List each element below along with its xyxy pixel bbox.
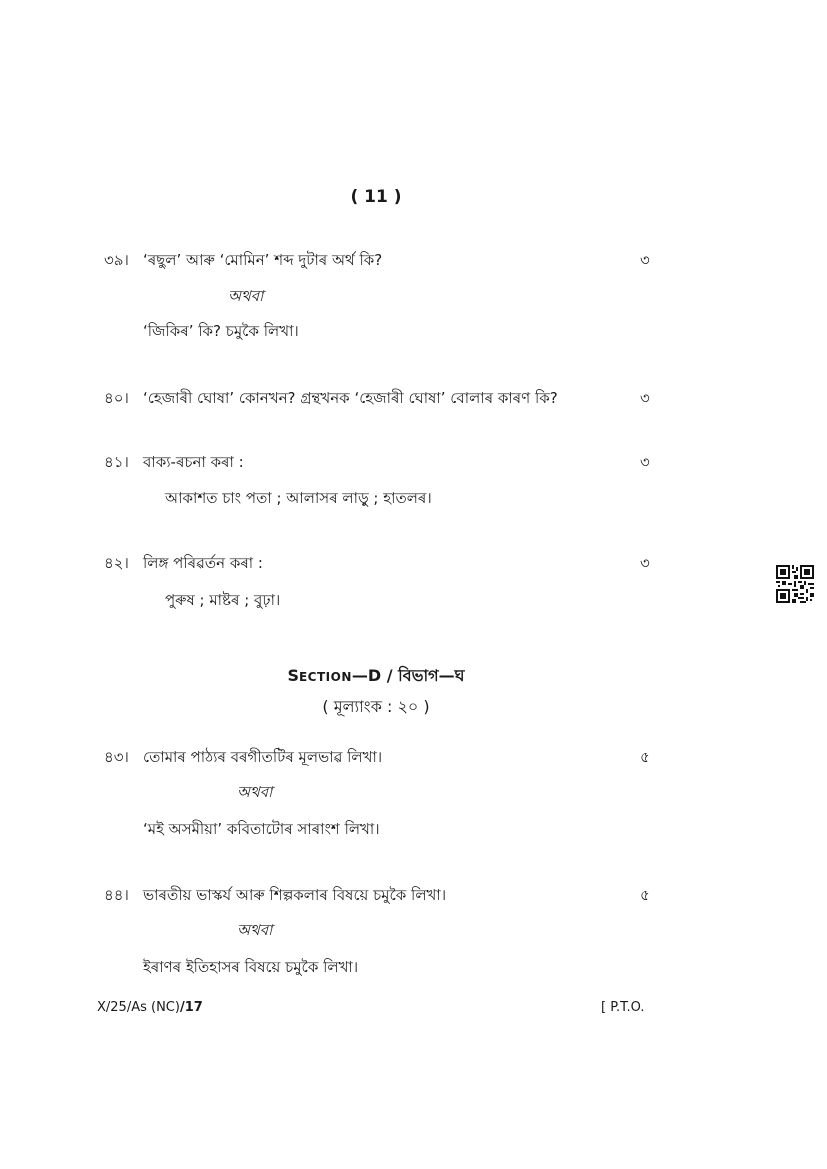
question-text: ভাৰতীয় ভাস্কৰ্য আৰু শিল্পকলাৰ বিষয়ে চমুকৈ লিখা। [143,886,447,904]
question-number: ৪৩। [104,748,129,766]
question-text: লিঙ্গ পৰিৱৰ্তন কৰা : [143,554,263,572]
question-text: ‘ৰছুল’ আৰু ‘মোমিন’ শব্দ দুটাৰ অৰ্থ কি? [143,251,383,269]
question-marks: ৩ [640,389,650,407]
question-text: বাক্য-ৰচনা কৰা : [143,453,244,471]
question-number: ৪০। [104,389,129,407]
section-title: —D / বিভাগ—ঘ [351,666,465,685]
or-label: অথবা [237,921,273,939]
question-number: ৪২। [104,554,129,572]
question-marks: ৩ [640,554,650,572]
question-number: ৪১। [104,453,129,471]
question-number: ৩৯। [104,251,129,269]
alternative-question-text: ইৰাণৰ ইতিহাসৰ বিষয়ে চমুকৈ লিখা। [143,958,359,976]
section-marks: ( মূল্যাংক : ২০ ) [322,697,430,716]
pto-label: [ P.T.O. [601,1000,645,1015]
question-marks: ৩ [640,251,650,269]
question-items: আকাশত চাং পতা ; আলাসৰ লাড়ু ; হাতলৰ। [165,489,432,507]
qr-code-icon [776,565,814,603]
section-prefix-cap: S [287,666,299,685]
question-text: তোমাৰ পাঠ্যৰ বৰগীতটিৰ মূলভাৱ লিখা। [143,748,383,766]
question-marks: ৩ [640,453,650,471]
question-text: ‘হেজাৰী ঘোষা’ কোনখন? গ্ৰন্থখনক ‘হেজাৰী ঘোষা’ বোলাৰ কাৰণ কি? [143,389,558,407]
page-number: ( 11 ) [350,187,402,207]
or-label: অথবা [237,783,273,801]
question-items: পুৰুষ ; মাষ্টৰ ; বুঢ়া। [165,591,281,609]
or-label: অথবা [228,287,264,305]
question-marks: ৫ [640,748,650,766]
paper-code [97,1000,203,1015]
section-heading [0,663,752,690]
paper-page-total: /17 [179,1000,203,1015]
alternative-question-text: ‘মই অসমীয়া’ কবিতাটোৰ সাৰাংশ লিখা। [143,820,380,838]
alternative-question-text: ‘জিকিৰ’ কি? চমুকৈ লিখা। [143,322,299,340]
section-prefix-rest: ECTION [298,670,352,684]
question-marks: ৫ [640,886,650,904]
question-number: ৪৪। [104,886,129,904]
paper-code-text: X/25/As (NC) [97,1000,180,1015]
